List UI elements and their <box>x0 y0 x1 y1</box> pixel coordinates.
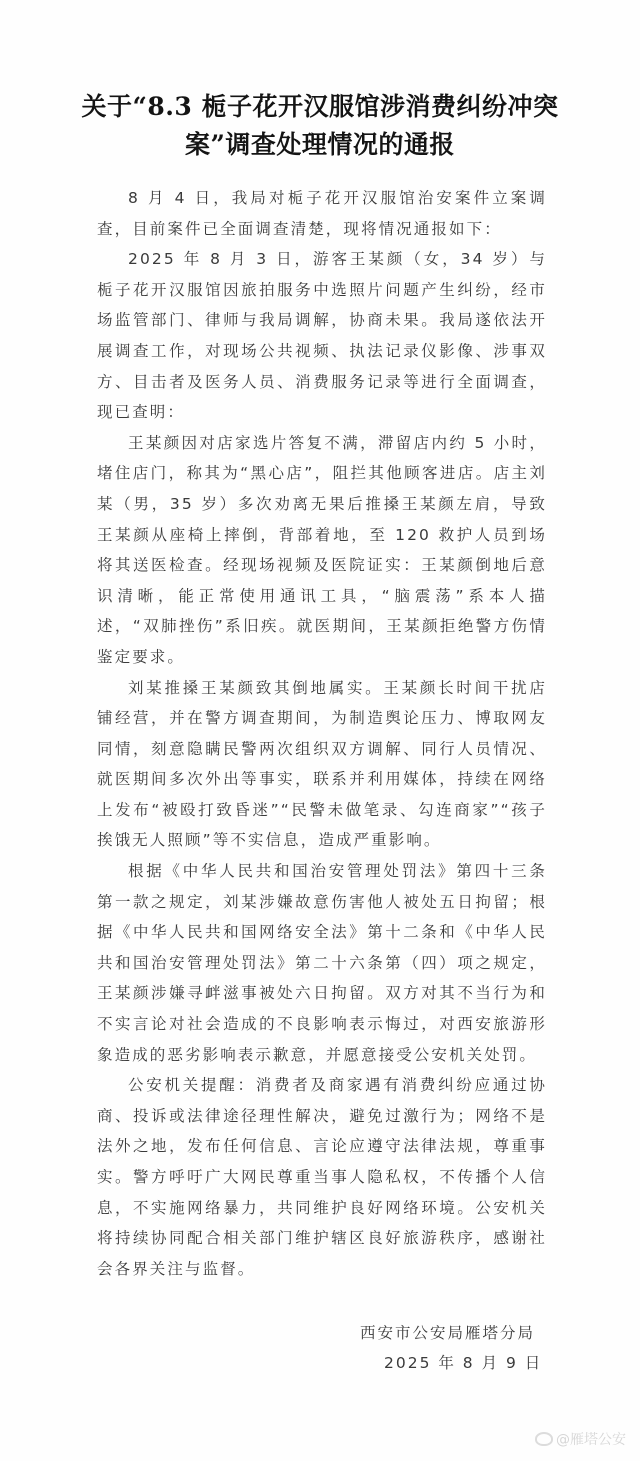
paragraph-findings: 王某颜因对店家选片答复不满，滞留店内约 5 小时，堵住店门，称其为“黑心店”，阻拦其他顾客进店。店主刘某（男，35 岁）多次劝离无果后推搡王某颜左肩，导致王某颜从座椅上摔倒，背部着地，至 120 救护人员到场将其送医检查。经现场视频及医院证实：王某颜倒地后意识清晰，能正常使用通讯工具，“脑震荡”系本人描述，“双肺挫伤”系旧疾。就医期间，王某颜拒绝警方伤情鉴定要求。 <box>97 433 547 666</box>
issue-date: 2025 年 8 月 9 日 <box>384 1354 543 1372</box>
watermark-text: @雁塔公安 <box>556 1432 626 1448</box>
paragraph-penalties: 根据《中华人民共和国治安管理处罚法》第四十三条第一款之规定，刘某涉嫌故意伤害他人被处五日拘留；根据《中华人民共和国网络安全法》第十二条和《中华人民共和国治安管理处罚法》第二十六条第（四）项之规定，王某颜涉嫌寻衅滋事被处六日拘留。双方对其不当行为和不实言论对社会造成的不良影响表示悔过，对西安旅游形象造成的恶劣影响表示歉意，并愿意接受公安机关处罚。 <box>97 862 547 1064</box>
title-line-1: 关于“8.3 栀子花开汉服馆涉消费纠纷冲突 <box>81 92 559 121</box>
issuer-name: 西安市公安局雁塔分局 <box>360 1324 536 1342</box>
watermark <box>535 1429 626 1449</box>
document-body <box>97 183 547 1284</box>
signature-block <box>360 1318 542 1378</box>
paragraph-misconduct: 刘某推搡王某颜致其倒地属实。王某颜长时间干扰店铺经营，并在警方调查期间，为制造舆论压力、博取网友同情，刻意隐瞒民警两次组织双方调解、同行人员情况、就医期间多次外出等事实，联系并利用媒体，持续在网络上发布“被殴打致昏迷”“民警未做笔录、勾连商家”“孩子挨饿无人照顾”等不实信息，造成严重影响。 <box>97 678 547 850</box>
title-line-2: 案”调查处理情况的通报 <box>185 130 455 159</box>
paragraph-intro: 8 月 4 日，我局对栀子花开汉服馆治安案件立案调查，目前案件已全面调查清楚，现将情况通报如下： <box>97 189 547 238</box>
weibo-logo-icon <box>535 1432 553 1446</box>
document-title <box>60 88 580 164</box>
paragraph-background: 2025 年 8 月 3 日，游客王某颜（女，34 岁）与栀子花开汉服馆因旅拍服务中选照片问题产生纠纷，经市场监管部门、律师与我局调解，协商未果。我局遂依法开展调查工作，对现场公共视频、执法记录仪影像、涉事双方、目击者及医务人员、消费服务记录等进行全面调查，现已查明： <box>97 250 547 422</box>
paragraph-reminder: 公安机关提醒：消费者及商家遇有消费纠纷应通过协商、投诉或法律途径理性解决，避免过激行为；网络不是法外之地，发布任何信息、言论应遵守法律法规，尊重事实。警方呼吁广大网民尊重当事人隐私权，不传播个人信息，不实施网络暴力，共同维护良好网络环境。公安机关将持续协同配合相关部门维护辖区良好旅游秩序，感谢社会各界关注与监督。 <box>97 1076 547 1278</box>
